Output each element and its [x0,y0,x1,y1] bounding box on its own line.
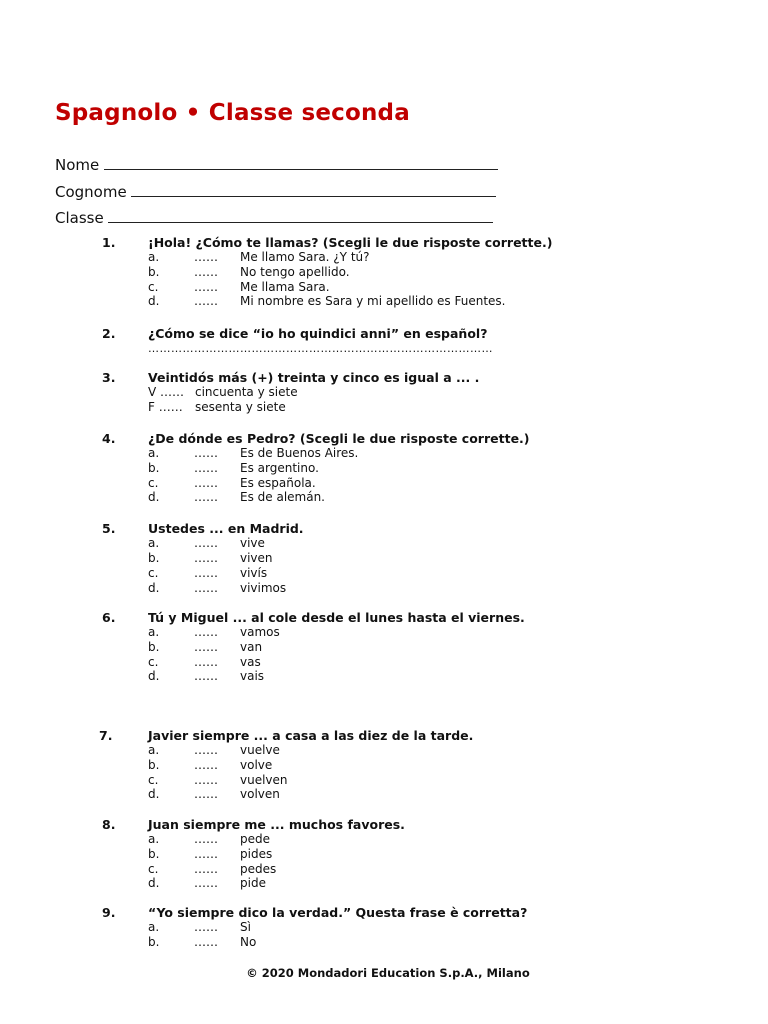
option-letter: c. [148,773,159,787]
answer-blank[interactable]: …… [194,490,218,504]
option-letter: b. [148,758,160,772]
option-letter: c. [148,566,159,580]
question-number: 8. [102,817,116,832]
truefalse-text: sesenta y siete [195,400,286,414]
answer-line[interactable]: ……………………………………………………………………………… [148,342,493,355]
option-text: Sì [240,920,251,934]
option-letter: d. [148,787,160,801]
false-blank[interactable]: F …… [148,400,183,414]
answer-blank[interactable]: …… [194,773,218,787]
option-text: vivimos [240,581,287,595]
option-text: Me llama Sara. [240,280,330,294]
option-text: Es española. [240,476,316,490]
option-text: vuelve [240,743,280,757]
answer-blank[interactable]: …… [194,250,218,264]
option-letter: b. [148,265,160,279]
option-letter: a. [148,625,160,639]
question-number: 1. [102,235,116,250]
question-text: Veintidós más (+) treinta y cinco es igual a ... . [148,370,480,385]
answer-blank[interactable]: …… [194,446,218,460]
surname-label: Cognome [55,183,127,201]
answer-blank[interactable]: …… [194,461,218,475]
option-text: vivís [240,566,268,580]
option-letter: a. [148,536,160,550]
option-text: van [240,640,263,654]
true-blank[interactable]: V …… [148,385,185,399]
option-letter: a. [148,832,160,846]
option-letter: b. [148,847,160,861]
option-text: pede [240,832,270,846]
question-number: 5. [102,521,116,536]
option-text: viven [240,551,273,565]
surname-blank-line[interactable] [131,182,496,197]
question-number: 3. [102,370,116,385]
answer-blank[interactable]: …… [194,536,218,550]
option-letter: b. [148,551,160,565]
option-letter: a. [148,743,160,757]
answer-blank[interactable]: …… [194,847,218,861]
name-label: Nome [55,156,100,174]
answer-blank[interactable]: …… [194,787,218,801]
answer-blank[interactable]: …… [194,655,218,669]
option-letter: a. [148,250,160,264]
option-letter: b. [148,935,160,949]
name-blank-line[interactable] [104,155,498,170]
page-title: Spagnolo • Classe seconda [55,100,410,126]
question-text: Ustedes ... en Madrid. [148,521,304,536]
answer-blank[interactable]: …… [194,265,218,279]
question-text: ¡Hola! ¿Cómo te llamas? (Scegli le due risposte corrette.) [148,235,553,250]
option-text: pedes [240,862,277,876]
option-letter: a. [148,446,160,460]
answer-blank[interactable]: …… [194,551,218,565]
question-number: 9. [102,905,116,920]
question-text: “Yo siempre dico la verdad.” Questa frase è corretta? [148,905,528,920]
name-field[interactable] [55,155,498,174]
answer-blank[interactable]: …… [194,758,218,772]
option-text: volve [240,758,273,772]
answer-blank[interactable]: …… [194,294,218,308]
answer-blank[interactable]: …… [194,280,218,294]
option-letter: d. [148,490,160,504]
answer-blank[interactable]: …… [194,935,218,949]
option-letter: d. [148,581,160,595]
answer-blank[interactable]: …… [194,832,218,846]
option-letter: c. [148,862,159,876]
option-text: vive [240,536,265,550]
surname-field[interactable] [55,182,496,201]
option-text: volven [240,787,280,801]
option-letter: a. [148,920,160,934]
option-letter: d. [148,876,160,890]
question-number: 6. [102,610,116,625]
option-text: Es de Buenos Aires. [240,446,359,460]
class-field[interactable] [55,208,493,227]
answer-blank[interactable]: …… [194,669,218,683]
option-text: Es argentino. [240,461,319,475]
answer-blank[interactable]: …… [194,743,218,757]
question-number: 4. [102,431,116,446]
option-letter: c. [148,655,159,669]
option-letter: c. [148,476,159,490]
question-text: ¿Cómo se dice “io ho quindici anni” en español? [148,326,488,341]
answer-blank[interactable]: …… [194,876,218,890]
question-number: 2. [102,326,116,341]
option-letter: d. [148,294,160,308]
class-label: Classe [55,209,104,227]
answer-blank[interactable]: …… [194,640,218,654]
option-text: No tengo apellido. [240,265,350,279]
question-text: ¿De dónde es Pedro? (Scegli le due risposte corrette.) [148,431,530,446]
option-text: vamos [240,625,280,639]
option-letter: c. [148,280,159,294]
copyright-footer: © 2020 Mondadori Education S.p.A., Milano [246,966,530,980]
answer-blank[interactable]: …… [194,566,218,580]
question-text: Tú y Miguel ... al cole desde el lunes hasta el viernes. [148,610,525,625]
option-text: Me llamo Sara. ¿Y tú? [240,250,370,264]
option-letter: b. [148,640,160,654]
question-text: Juan siempre me ... muchos favores. [148,817,405,832]
answer-blank[interactable]: …… [194,920,218,934]
option-text: Es de alemán. [240,490,325,504]
option-text: vuelven [240,773,288,787]
answer-blank[interactable]: …… [194,625,218,639]
option-letter: b. [148,461,160,475]
option-text: Mi nombre es Sara y mi apellido es Fuentes. [240,294,506,308]
option-text: pides [240,847,273,861]
answer-blank[interactable]: …… [194,476,218,490]
option-text: No [240,935,257,949]
question-number: 7. [99,728,113,743]
question-text: Javier siempre ... a casa a las diez de la tarde. [148,728,474,743]
option-text: pide [240,876,266,890]
option-letter: d. [148,669,160,683]
class-blank-line[interactable] [108,208,493,223]
answer-blank[interactable]: …… [194,862,218,876]
option-text: vas [240,655,261,669]
option-text: vais [240,669,265,683]
truefalse-text: cincuenta y siete [195,385,298,399]
answer-blank[interactable]: …… [194,581,218,595]
